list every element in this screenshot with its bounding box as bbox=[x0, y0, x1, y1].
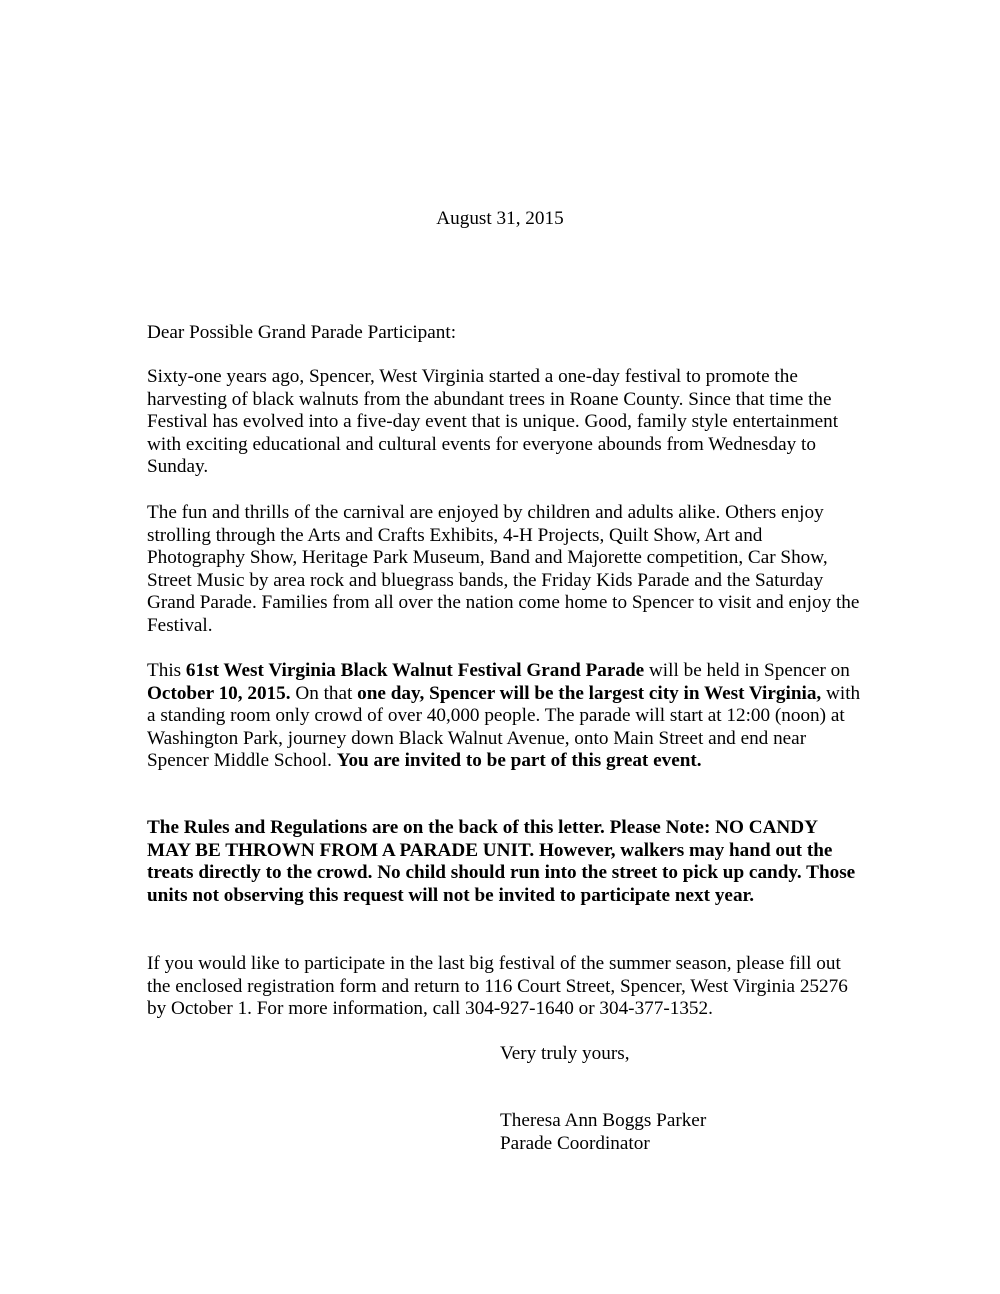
largest-city-note: one day, Spencer will be the largest city in West Virginia, bbox=[357, 682, 822, 704]
letter-date: August 31, 2015 bbox=[436, 208, 564, 229]
parade-date: October 10, 2015. bbox=[147, 682, 291, 704]
rules-text: The Rules and Regulations are on the back of this letter. Please Note: NO CANDY MAY BE THROWN FROM A PARADE UNIT. However, walkers may hand out the treats directly to the crowd. No child should run into the street to pick up candy. Those units not observing this request will not be invited to participate next year. bbox=[147, 817, 856, 906]
closing: Very truly yours, bbox=[500, 1043, 630, 1064]
paragraph-registration: If you would like to participate in the last big festival of the summer season, please fill out the enclosed registration form and return to 116 Court Street, Spencer, West Virginia 25276 by October 1. For more information, call 304-927-1640 or 304-377-1352. bbox=[147, 953, 848, 1020]
parade-text-1: This bbox=[147, 660, 186, 681]
parade-text-3: On that bbox=[290, 682, 358, 704]
parade-text-2: will be held in Spencer on bbox=[644, 660, 850, 681]
paragraph-history: Sixty-one years ago, Spencer, West Virginia started a one-day festival to promote the harvesting of black walnuts from the abundant trees in Roane County. Since that time the Festival has evolved into a five-day event that is unique. Good, family style entertainment with exciting educational and cultural events for everyone abounds from Wednesday to Sunday. bbox=[147, 366, 839, 478]
salutation: Dear Possible Grand Parade Participant: bbox=[147, 322, 457, 343]
paragraph-attractions: The fun and thrills of the carnival are enjoyed by children and adults alike. Others enjoy strolling through the Arts and Crafts Exhibits, 4-H Projects, Quilt Show, Art and Photography Show, Heritage Park Museum, Band and Majorette competition, Car Show, Street Music by area rock and bluegrass bands, the Friday Kids Parade and the Saturday Grand Parade. Families from all over the nation come home to Spencer to visit and enjoy the Festival. bbox=[147, 502, 860, 636]
parade-text-4: with a standing room only crowd of over 40,000 people. The parade will start at 12:00 (noon) at Washington Park, journey down Black Walnut Avenue, onto Main Street and end near Spencer Middle School. bbox=[147, 682, 861, 772]
parade-name: 61st West Virginia Black Walnut Festival Grand Parade bbox=[185, 660, 645, 681]
signature-block bbox=[500, 1110, 706, 1155]
paragraph-parade-details bbox=[147, 660, 863, 773]
paragraph-rules bbox=[147, 817, 863, 907]
invitation-note: You are invited to be part of this great event. bbox=[336, 750, 702, 772]
signer-name: Theresa Ann Boggs Parker bbox=[500, 1110, 707, 1131]
signer-title: Parade Coordinator bbox=[500, 1132, 650, 1154]
